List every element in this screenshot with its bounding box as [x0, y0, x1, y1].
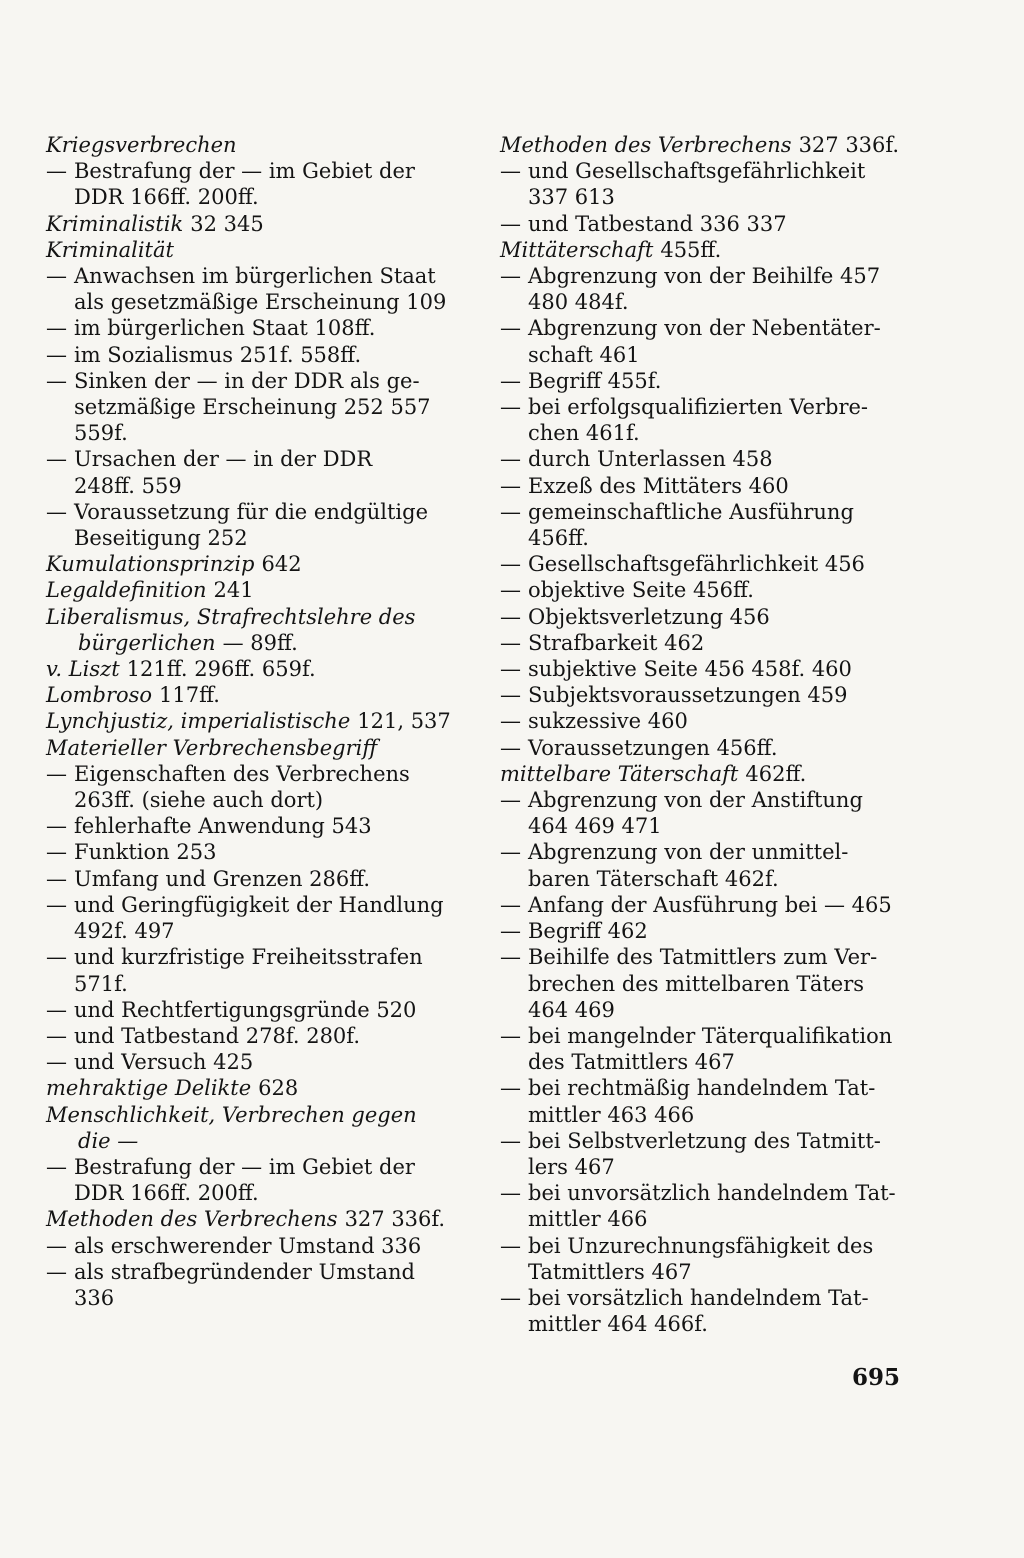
page-references: 455ff.	[660, 237, 722, 262]
subentry-dash: —	[46, 1233, 67, 1258]
index-subentry	[46, 263, 446, 289]
subentry-text: als strafbegründender Umstand	[74, 1259, 415, 1284]
index-heading	[46, 551, 446, 577]
subentry-text: Anwachsen im bürgerlichen Staat	[74, 264, 436, 289]
index-subentry	[46, 892, 446, 918]
index-continuation	[500, 866, 900, 892]
subentry-dash: —	[46, 1050, 67, 1075]
subentry-text: Anfang der Ausführung bei — 465	[528, 892, 892, 917]
index-subentry	[46, 1023, 446, 1049]
index-heading	[46, 630, 446, 656]
index-subentry	[500, 604, 900, 630]
subentry-dash: —	[500, 683, 521, 708]
page-references: — 89ff.	[222, 630, 298, 655]
page-references: 327 336f.	[798, 133, 900, 157]
page-references: 121ff. 296ff. 659f.	[126, 657, 316, 682]
index-subentry	[500, 473, 900, 499]
subentry-dash: —	[46, 499, 67, 524]
subentry-text: und Tatbestand 278f. 280f.	[74, 1023, 360, 1048]
continuation-text: 492f. 497	[74, 919, 175, 944]
subentry-text: sukzessive 460	[528, 709, 688, 734]
subentry-dash: —	[500, 499, 521, 524]
subentry-dash: —	[46, 1154, 67, 1179]
subentry-dash: —	[46, 1259, 67, 1284]
subentry-dash: —	[500, 735, 521, 760]
continuation-text: 263ff. (siehe auch dort)	[74, 788, 324, 813]
subentry-text: objektive Seite 456ff.	[528, 578, 754, 603]
index-heading	[46, 1128, 446, 1154]
subentry-text: Abgrenzung von der Beihilfe 457	[528, 264, 881, 289]
index-subentry	[500, 918, 900, 944]
subentry-text: Gesellschaftsgefährlichkeit 456	[528, 552, 865, 577]
heading-term: mittelbare Täterschaft	[500, 761, 739, 786]
heading-term: Kriminalität	[46, 237, 174, 262]
index-subentry	[500, 211, 900, 237]
subentry-dash: —	[500, 919, 521, 944]
subentry-dash: —	[500, 657, 521, 682]
page-references: 327 336f.	[344, 1207, 446, 1232]
index-continuation	[46, 473, 446, 499]
heading-term: Legaldefinition	[46, 578, 207, 603]
subentry-dash: —	[46, 814, 67, 839]
continuation-text: Beseitigung 252	[74, 526, 248, 551]
heading-term: bürgerlichen	[78, 630, 216, 655]
subentry-dash: —	[500, 159, 521, 184]
index-subentry	[500, 446, 900, 472]
continuation-text: chen 461f.	[528, 421, 640, 446]
heading-term: die —	[78, 1128, 139, 1153]
continuation-text: des Tatmittlers 467	[528, 1050, 735, 1075]
index-continuation	[46, 1180, 446, 1206]
subentry-text: Eigenschaften des Verbrechens	[74, 761, 410, 786]
subentry-text: bei unvorsätzlich handelndem Tat-	[528, 1181, 896, 1206]
index-subentry	[500, 656, 900, 682]
continuation-text: 464 469 471	[528, 814, 662, 839]
index-continuation	[46, 971, 446, 997]
index-subentry	[46, 446, 446, 472]
page-number: 695	[852, 1364, 901, 1391]
index-subentry	[46, 1259, 446, 1285]
index-heading	[46, 1075, 446, 1101]
subentry-text: und Geringfügigkeit der Handlung	[74, 892, 444, 917]
subentry-text: Abgrenzung von der Anstiftung	[528, 788, 863, 813]
index-subentry	[46, 944, 446, 970]
subentry-dash: —	[500, 578, 521, 603]
index-heading	[46, 735, 446, 761]
index-continuation	[46, 918, 446, 944]
index-continuation	[500, 997, 900, 1023]
index-subentry	[500, 1180, 900, 1206]
index-continuation	[500, 525, 900, 551]
subentry-text: Bestrafung der — im Gebiet der	[74, 159, 415, 184]
index-continuation	[500, 420, 900, 446]
subentry-text: durch Unterlassen 458	[528, 447, 773, 472]
index-continuation	[46, 1285, 446, 1311]
subentry-dash: —	[500, 211, 521, 236]
index-subentry	[46, 368, 446, 394]
subentry-dash: —	[500, 788, 521, 813]
continuation-text: mittler 466	[528, 1207, 648, 1232]
index-subentry	[500, 263, 900, 289]
heading-term: Materieller Verbrechensbegriff	[46, 735, 378, 760]
subentry-text: Objektsverletzung 456	[528, 604, 770, 629]
heading-term: Liberalismus, Strafrechtslehre des	[46, 604, 416, 629]
subentry-dash: —	[46, 997, 67, 1022]
index-subentry	[500, 368, 900, 394]
index-heading	[46, 1102, 446, 1128]
subentry-text: Beihilfe des Tatmittlers zum Ver-	[528, 945, 878, 970]
subentry-text: und Versuch 425	[74, 1050, 254, 1075]
heading-term: Lombroso	[46, 683, 153, 708]
index-subentry	[500, 551, 900, 577]
index-subentry	[46, 1233, 446, 1259]
subentry-text: im Sozialismus 251f. 558ff.	[74, 342, 362, 367]
subentry-dash: —	[500, 630, 521, 655]
subentry-dash: —	[46, 1023, 67, 1048]
subentry-text: gemeinschaftliche Ausführung	[528, 499, 854, 524]
index-subentry	[46, 839, 446, 865]
continuation-text: mittler 464 466f.	[528, 1312, 708, 1337]
index-subentry	[46, 997, 446, 1023]
subentry-dash: —	[500, 945, 521, 970]
index-heading	[46, 237, 446, 263]
subentry-text: Strafbarkeit 462	[528, 630, 705, 655]
index-continuation	[500, 1049, 900, 1075]
subentry-dash: —	[46, 945, 67, 970]
index-subentry	[500, 839, 900, 865]
subentry-text: Voraussetzungen 456ff.	[528, 735, 778, 760]
index-subentry	[46, 342, 446, 368]
subentry-dash: —	[500, 447, 521, 472]
subentry-dash: —	[500, 1023, 521, 1048]
heading-term: Kumulationsprinzip	[46, 552, 255, 577]
index-subentry	[500, 1023, 900, 1049]
continuation-text: 336	[74, 1285, 115, 1310]
subentry-dash: —	[46, 866, 67, 891]
index-subentry	[500, 892, 900, 918]
index-heading	[500, 132, 900, 158]
heading-term: Kriminalistik	[46, 211, 184, 236]
subentry-dash: —	[46, 892, 67, 917]
index-subentry	[500, 1075, 900, 1101]
subentry-text: bei Unzurechnungsfähigkeit des	[528, 1233, 874, 1258]
index-continuation	[500, 1311, 900, 1337]
subentry-dash: —	[500, 395, 521, 420]
continuation-text: baren Täterschaft 462f.	[528, 866, 779, 891]
index-subentry	[500, 944, 900, 970]
page-references: 628	[258, 1076, 299, 1101]
continuation-text: 456ff.	[528, 526, 589, 551]
index-subentry	[500, 735, 900, 761]
subentry-text: und Tatbestand 336 337	[528, 211, 787, 236]
index-heading	[46, 577, 446, 603]
subentry-dash: —	[46, 368, 67, 393]
subentry-dash: —	[500, 264, 521, 289]
index-continuation	[500, 1102, 900, 1128]
index-heading	[46, 604, 446, 630]
subentry-text: Abgrenzung von der unmittel-	[528, 840, 849, 865]
subentry-dash: —	[46, 342, 67, 367]
page-references: 642	[261, 552, 302, 577]
subentry-dash: —	[500, 1233, 521, 1258]
subentry-text: und Rechtfertigungsgründe 520	[74, 997, 417, 1022]
heading-term: Methoden des Verbrechens	[46, 1207, 338, 1232]
subentry-dash: —	[500, 892, 521, 917]
index-subentry	[500, 1233, 900, 1259]
subentry-text: Begriff 455f.	[528, 368, 662, 393]
subentry-text: Abgrenzung von der Nebentäter-	[528, 316, 881, 341]
subentry-text: bei mangelnder Täterqualifikation	[528, 1023, 893, 1048]
subentry-dash: —	[500, 1285, 521, 1310]
page-references: 121, 537	[357, 709, 451, 734]
index-continuation	[500, 342, 900, 368]
page-references: 32 345	[190, 211, 264, 236]
continuation-text: schaft 461	[528, 342, 640, 367]
subentry-dash: —	[46, 840, 67, 865]
index-continuation	[46, 394, 446, 420]
heading-term: mehraktige Delikte	[46, 1076, 252, 1101]
subentry-text: fehlerhafte Anwendung 543	[74, 814, 372, 839]
index-subentry	[46, 1154, 446, 1180]
index-heading	[500, 237, 900, 263]
subentry-text: Sinken der — in der DDR als ge-	[74, 368, 420, 393]
index-continuation	[46, 525, 446, 551]
continuation-text: setzmäßige Erscheinung 252 557	[74, 395, 431, 420]
continuation-text: lers 467	[528, 1154, 615, 1179]
index-continuation	[500, 1154, 900, 1180]
continuation-text: DDR 166ff. 200ff.	[74, 185, 259, 210]
index-continuation	[500, 971, 900, 997]
index-subentry	[500, 630, 900, 656]
index-continuation	[500, 1259, 900, 1285]
index-subentry	[46, 158, 446, 184]
heading-term: Menschlichkeit, Verbrechen gegen	[46, 1102, 417, 1127]
subentry-text: Umfang und Grenzen 286ff.	[74, 866, 371, 891]
index-subentry	[500, 1128, 900, 1154]
heading-term: v. Liszt	[46, 657, 120, 682]
continuation-text: 248ff. 559	[74, 473, 182, 498]
index-subentry	[500, 394, 900, 420]
continuation-text: DDR 166ff. 200ff.	[74, 1181, 259, 1206]
subentry-text: bei vorsätzlich handelndem Tat-	[528, 1285, 869, 1310]
continuation-text: 571f.	[74, 971, 128, 996]
subentry-dash: —	[46, 447, 67, 472]
subentry-dash: —	[500, 1076, 521, 1101]
subentry-text: Funktion 253	[74, 840, 217, 865]
subentry-dash: —	[500, 316, 521, 341]
index-continuation	[500, 184, 900, 210]
index-continuation	[46, 289, 446, 315]
index-subentry	[46, 315, 446, 341]
continuation-text: 559f.	[74, 421, 128, 446]
continuation-text: brechen des mittelbaren Täters	[528, 971, 865, 996]
continuation-text: Tatmittlers 467	[528, 1259, 692, 1284]
subentry-dash: —	[46, 159, 67, 184]
index-continuation	[46, 184, 446, 210]
index-subentry	[500, 787, 900, 813]
continuation-text: als gesetzmäßige Erscheinung 109	[74, 290, 447, 315]
index-heading	[46, 132, 446, 158]
index-heading	[46, 1206, 446, 1232]
subentry-text: bei erfolgsqualifizierten Verbre-	[528, 395, 869, 420]
subentry-dash: —	[500, 840, 521, 865]
index-subentry	[46, 761, 446, 787]
index-heading	[46, 708, 451, 734]
subentry-dash: —	[46, 761, 67, 786]
continuation-text: mittler 463 466	[528, 1102, 695, 1127]
subentry-text: Bestrafung der — im Gebiet der	[74, 1154, 415, 1179]
index-continuation	[46, 420, 446, 446]
heading-term: Lynchjustiz, imperialistische	[46, 709, 351, 734]
subentry-text: und kurzfristige Freiheitsstrafen	[74, 945, 423, 970]
heading-term: Mittäterschaft	[500, 237, 654, 262]
subentry-text: Exzeß des Mittäters 460	[528, 473, 789, 498]
heading-term: Methoden des Verbrechens	[500, 133, 792, 157]
index-subentry	[500, 1285, 900, 1311]
index-column-right	[500, 132, 900, 1337]
continuation-text: 337 613	[528, 185, 615, 210]
subentry-dash: —	[500, 1128, 521, 1153]
subentry-text: bei Selbstverletzung des Tatmitt-	[528, 1128, 881, 1153]
index-subentry	[500, 577, 900, 603]
index-subentry	[46, 499, 446, 525]
page-references: 241	[213, 578, 254, 603]
index-continuation	[500, 289, 900, 315]
subentry-dash: —	[500, 368, 521, 393]
index-subentry	[500, 158, 900, 184]
subentry-dash: —	[500, 473, 521, 498]
index-subentry	[46, 1049, 446, 1075]
subentry-text: als erschwerender Umstand 336	[74, 1233, 422, 1258]
index-heading	[46, 682, 446, 708]
subentry-dash: —	[46, 264, 67, 289]
index-subentry	[500, 315, 900, 341]
subentry-text: im bürgerlichen Staat 108ff.	[74, 316, 376, 341]
index-continuation	[46, 787, 446, 813]
index-subentry	[500, 682, 900, 708]
subentry-text: Begriff 462	[528, 919, 648, 944]
index-subentry	[46, 866, 446, 892]
index-subentry	[46, 813, 446, 839]
index-column-left	[46, 132, 451, 1311]
index-continuation	[500, 813, 900, 839]
page-references: 462ff.	[745, 761, 807, 786]
index-heading	[46, 656, 446, 682]
subentry-dash: —	[500, 1181, 521, 1206]
subentry-text: subjektive Seite 456 458f. 460	[528, 657, 852, 682]
subentry-dash: —	[46, 316, 67, 341]
index-continuation	[500, 1206, 900, 1232]
heading-term: Kriegsverbrechen	[46, 133, 237, 157]
index-subentry	[500, 499, 900, 525]
subentry-text: Voraussetzung für die endgültige	[74, 499, 428, 524]
subentry-text: Subjektsvoraussetzungen 459	[528, 683, 848, 708]
index-heading	[46, 211, 446, 237]
subentry-text: und Gesellschaftsgefährlichkeit	[528, 159, 866, 184]
subentry-dash: —	[500, 709, 521, 734]
page-references: 117ff.	[159, 683, 220, 708]
subentry-text: Ursachen der — in der DDR	[74, 447, 373, 472]
continuation-text: 464 469	[528, 997, 615, 1022]
subentry-text: bei rechtmäßig handelndem Tat-	[528, 1076, 876, 1101]
subentry-dash: —	[500, 552, 521, 577]
subentry-dash: —	[500, 604, 521, 629]
index-subentry	[500, 708, 900, 734]
index-heading	[500, 761, 900, 787]
continuation-text: 480 484f.	[528, 290, 629, 315]
